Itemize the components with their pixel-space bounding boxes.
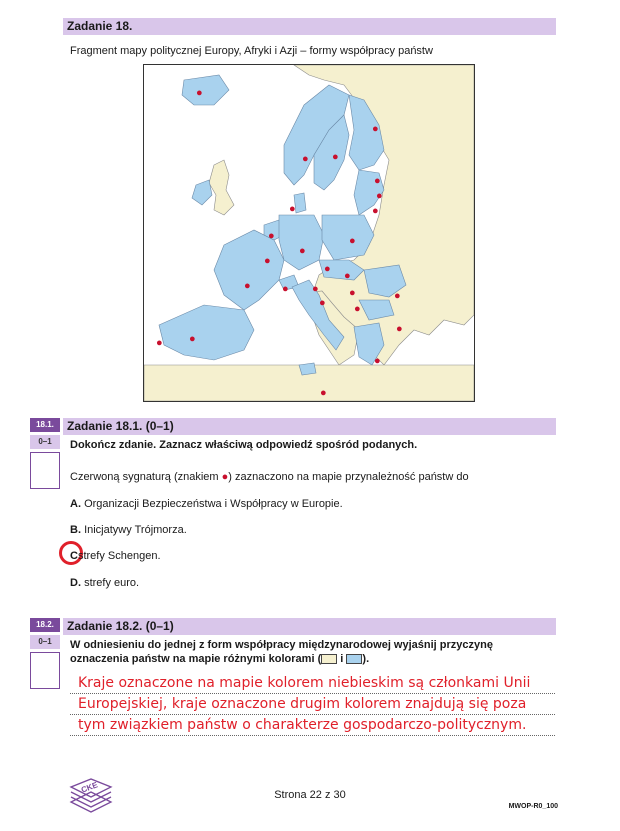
marker-icon: ● [268, 230, 275, 242]
ireland [192, 180, 212, 205]
instruction-line-2 [70, 652, 555, 666]
task-18-2-score-box [30, 652, 60, 689]
task-18-2-instruction [70, 638, 555, 666]
instruction-line-1: W odniesieniu do jednej z form współpracy międzynarodowej wyjaśnij przyczynę [70, 639, 493, 651]
marker-icon: ● [374, 175, 381, 187]
stem-before: Czerwoną sygnaturą (znakiem [70, 471, 219, 483]
marker-icon: ● [264, 255, 271, 267]
option-text: strefy Schengen. [77, 550, 161, 562]
task-18-1-score-box [30, 452, 60, 489]
answer-line-2: Europejskiej, kraje oznaczone drugim kolorem znajdują się poza [78, 696, 527, 712]
task-18-1-stem [70, 470, 550, 484]
cke-logo-text: CKE [79, 780, 99, 795]
option-b[interactable] [70, 523, 187, 537]
marker-icon: ● [394, 290, 401, 302]
task-18-header: Zadanie 18. [63, 18, 556, 35]
task-18-2-header: Zadanie 18.2. (0–1) [63, 618, 556, 635]
map-caption: Fragment mapy politycznej Europy, Afryki i Azji – formy współpracy państw [70, 45, 433, 57]
option-text: Organizacji Bezpieczeństwa i Współpracy w Europie. [84, 498, 343, 510]
marker-icon: ● [396, 323, 403, 335]
denmark [294, 193, 306, 213]
option-text: Inicjatywy Trójmorza. [84, 524, 187, 536]
blue-swatch [346, 654, 362, 664]
europe-map-drawing [144, 65, 474, 401]
marker-icon: ● [221, 471, 229, 483]
marker-icon: ● [372, 123, 379, 135]
option-letter: C [70, 550, 78, 562]
handwritten-answer[interactable] [70, 673, 555, 736]
page-number: Strona 22 z 30 [274, 789, 346, 801]
marker-icon: ● [372, 205, 379, 217]
document-code: MWOP-R0_100 [508, 803, 558, 810]
marker-icon: ● [302, 153, 309, 165]
answer-dotted-line [70, 735, 555, 736]
marker-icon: ● [320, 387, 327, 399]
cream-swatch [321, 654, 337, 664]
option-letter: D. [70, 577, 81, 589]
germany [279, 215, 324, 270]
option-letter: A. [70, 498, 81, 510]
option-c[interactable] [70, 549, 161, 563]
marker-icon: ● [376, 190, 383, 202]
answer-line-3: tym związkiem państw o charakterze gospodarczo-politycznym. [78, 717, 527, 733]
marker-icon: ● [189, 333, 196, 345]
france [214, 230, 284, 310]
marker-icon: ● [244, 280, 251, 292]
marker-icon: ● [374, 355, 381, 367]
instruction-line-2-start: oznaczenia państw na mapie różnymi kolorami ( [70, 653, 322, 665]
answer-line-1: Kraje oznaczone na mapie kolorem niebieskim są członkami Unii [78, 675, 531, 691]
option-text: strefy euro. [84, 577, 140, 589]
iceland [182, 75, 229, 105]
marker-icon: ● [299, 245, 306, 257]
instruction-line-2-end: ). [362, 653, 370, 665]
marker-icon: ● [324, 263, 331, 275]
option-a[interactable] [70, 497, 343, 511]
option-letter: B. [70, 524, 81, 536]
marker-icon: ● [196, 87, 203, 99]
great-britain [209, 160, 234, 215]
iberia [159, 305, 254, 360]
task-18-1-header: Zadanie 18.1. (0–1) [63, 418, 556, 435]
marker-icon: ● [156, 337, 163, 349]
marker-icon: ● [289, 203, 296, 215]
marker-icon: ● [349, 235, 356, 247]
task-18-1-number: 18.1. [30, 418, 60, 432]
europe-map [143, 64, 475, 402]
marker-icon: ● [332, 151, 339, 163]
option-d[interactable] [70, 576, 139, 590]
instruction-and: i [340, 653, 344, 665]
marker-icon: ● [349, 287, 356, 299]
marker-icon: ● [282, 283, 289, 295]
marker-icon: ● [344, 270, 351, 282]
marker-icon: ● [312, 283, 319, 295]
task-18-1-instruction: Dokończ zdanie. Zaznacz właściwą odpowiedź spośród podanych. [70, 439, 418, 451]
marker-icon: ● [319, 297, 326, 309]
stem-after: ) zaznaczono na mapie przynależność państw do [228, 471, 469, 483]
marker-icon: ● [354, 303, 361, 315]
sicily [299, 363, 316, 375]
task-18-2-score: 0–1 [30, 635, 60, 649]
task-18-1-score: 0–1 [30, 435, 60, 449]
task-18-2-number: 18.2. [30, 618, 60, 632]
